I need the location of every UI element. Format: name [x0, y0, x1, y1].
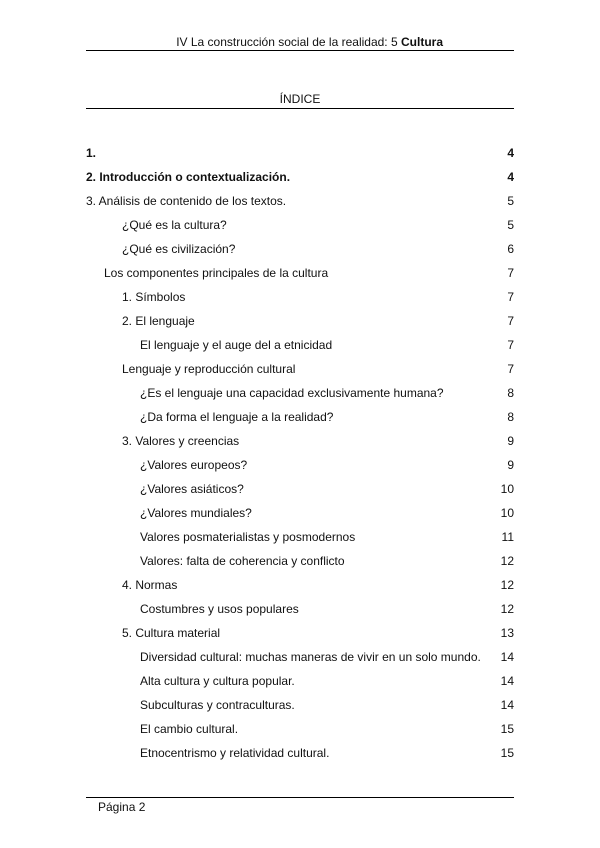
toc-entry-title: Diversidad cultural: muchas maneras de vivir en un solo mundo. [140, 650, 481, 664]
page-number: Página 2 [98, 800, 146, 814]
toc-entry[interactable] [140, 601, 514, 617]
running-header-text: IV La construcción social de la realidad: 5 [176, 35, 398, 49]
toc-entry-page: 14 [500, 674, 514, 688]
toc-entry[interactable] [122, 217, 514, 233]
toc-entry[interactable] [86, 169, 514, 185]
toc-entry-page: 6 [507, 242, 514, 256]
toc-entry-page: 12 [500, 578, 514, 592]
toc-entry-page: 10 [500, 506, 514, 520]
index-title: ÍNDICE [279, 92, 321, 106]
toc-entry-page: 13 [500, 626, 514, 640]
toc-entry[interactable] [140, 721, 514, 737]
toc-entry-title: 3. Análisis de contenido de los textos. [86, 194, 287, 208]
toc-entry-page: 7 [507, 266, 514, 280]
toc-entry-title: ¿Da forma el lenguaje a la realidad? [140, 410, 334, 424]
toc-entry-page: 11 [501, 530, 514, 544]
toc-entry-title: 1. Símbolos [122, 290, 186, 304]
toc-entry-title: El lenguaje y el auge del a etnicidad [140, 338, 333, 352]
toc-entry-page: 7 [507, 314, 514, 328]
toc-entry-page: 5 [507, 218, 514, 232]
toc-entry[interactable] [140, 553, 514, 569]
toc-entry-title: 4. Normas [122, 578, 178, 592]
toc-entry[interactable] [140, 457, 514, 473]
toc-entry-page: 8 [507, 386, 514, 400]
toc-entry[interactable] [122, 625, 514, 641]
toc-entry[interactable] [104, 265, 514, 281]
toc-entry-title: 5. Cultura material [122, 626, 221, 640]
toc-entry-page: 7 [507, 290, 514, 304]
toc-entry-title: Lenguaje y reproducción cultural [122, 362, 296, 376]
toc-entry[interactable] [86, 145, 514, 161]
toc-entry-page: 5 [507, 194, 514, 208]
toc-entry-title: 3. Valores y creencias [122, 434, 240, 448]
toc-entry-title: 2. Introducción o contextualización. [86, 170, 291, 184]
toc-entry[interactable] [140, 697, 514, 713]
toc-entry[interactable] [140, 505, 514, 521]
toc-entry-title: ¿Qué es civilización? [122, 242, 236, 256]
toc-entry-title: 1. [86, 146, 97, 160]
toc-entry[interactable] [140, 337, 514, 353]
toc-entry-title: El cambio cultural. [140, 722, 239, 736]
toc-entry-page: 12 [500, 554, 514, 568]
toc-entry-title: Costumbres y usos populares [140, 602, 299, 616]
toc-entry[interactable] [122, 361, 514, 377]
toc-entry-title: Los componentes principales de la cultura [104, 266, 329, 280]
toc-entry[interactable] [140, 409, 514, 425]
toc-entry-title: ¿Valores asiáticos? [140, 482, 244, 496]
toc-entry-page: 10 [500, 482, 514, 496]
toc-entry-title: Etnocentrismo y relatividad cultural. [140, 746, 330, 760]
toc-entry-page: 7 [507, 338, 514, 352]
toc-entry-page: 4 [507, 170, 514, 184]
toc-entry-title: Subculturas y contraculturas. [140, 698, 295, 712]
footer-rule [86, 797, 514, 798]
toc-entry-title: 2. El lenguaje [122, 314, 195, 328]
toc-entry[interactable] [122, 241, 514, 257]
toc-entry-page: 15 [500, 746, 514, 760]
toc-entry[interactable] [122, 433, 514, 449]
toc-entry-title: ¿Es el lenguaje una capacidad exclusivamente humana? [140, 386, 444, 400]
toc-entry[interactable] [140, 481, 514, 497]
toc-entry-page: 9 [507, 434, 514, 448]
toc-entry-title: Valores: falta de coherencia y conflicto [140, 554, 345, 568]
toc-entry-page: 9 [507, 458, 514, 472]
toc-entry-page: 7 [507, 362, 514, 376]
toc-entry-page: 8 [507, 410, 514, 424]
toc-entry-title: ¿Valores mundiales? [140, 506, 252, 520]
toc-entry[interactable] [140, 385, 514, 401]
toc-entry-title: ¿Valores europeos? [140, 458, 248, 472]
toc-entry-page: 15 [500, 722, 514, 736]
toc-entry-title: ¿Qué es la cultura? [122, 218, 227, 232]
toc-entry-page: 14 [500, 650, 514, 664]
toc-entry[interactable] [122, 289, 514, 305]
toc-entry[interactable] [140, 529, 514, 545]
toc-entry[interactable] [140, 673, 514, 689]
toc-entry-page: 14 [500, 698, 514, 712]
running-header-bold-text: Cultura [401, 35, 443, 49]
toc-entry[interactable] [140, 745, 514, 761]
toc-entry[interactable] [140, 649, 514, 665]
toc-entry-page: 12 [500, 602, 514, 616]
toc-entry[interactable] [86, 193, 514, 209]
toc-entry-page: 4 [507, 146, 514, 160]
toc-entry-title: Alta cultura y cultura popular. [140, 674, 295, 688]
toc-entry[interactable] [122, 313, 514, 329]
toc-entry-title: Valores posmaterialistas y posmodernos [140, 530, 356, 544]
toc-entry[interactable] [122, 577, 514, 593]
